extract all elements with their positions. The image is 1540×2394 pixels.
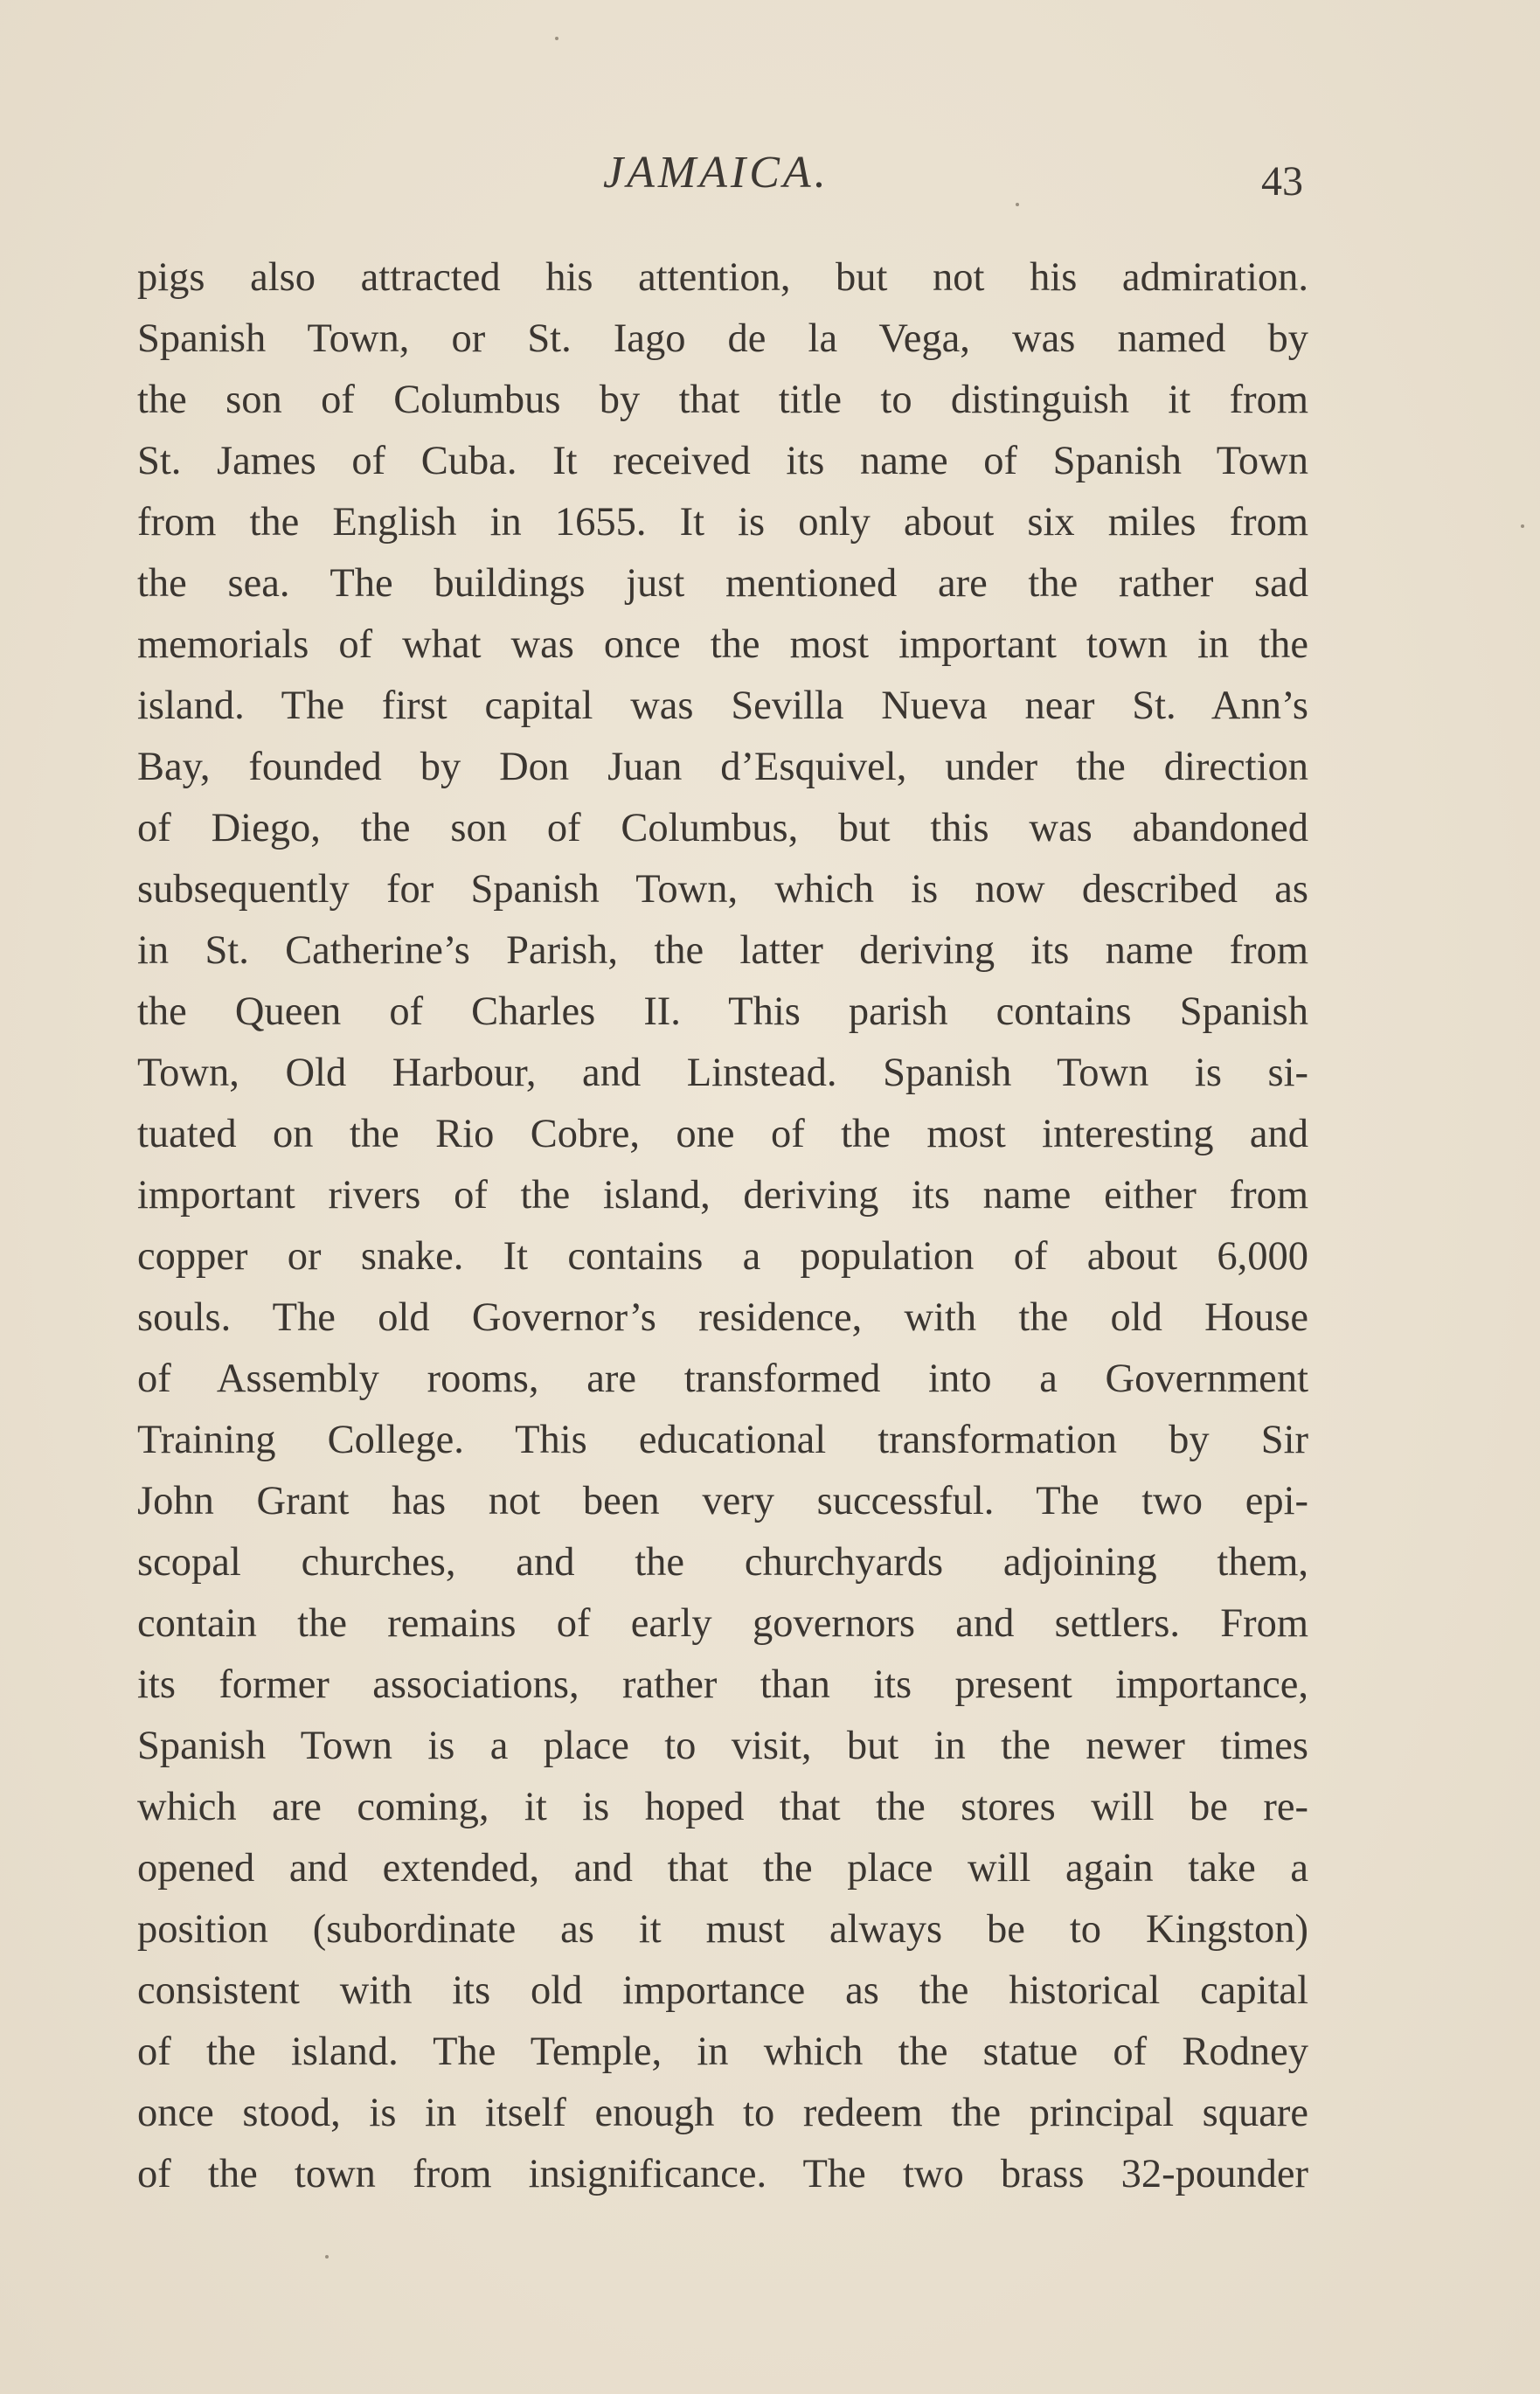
text-line: Training College. This educational transformation by Sir [137,1418,1308,1462]
text-line: St. James of Cuba. It received its name of Spanish Town [137,439,1308,483]
text-line: memorials of what was once the most important town in the [137,622,1308,667]
text-line: the son of Columbus by that title to distinguish it from [137,378,1308,422]
paper-speck [325,2255,329,2259]
text-line: John Grant has not been very successful. The two epi- [137,1479,1308,1523]
text-line: souls. The old Governor’s residence, with the old House [137,1295,1308,1340]
text-line: contain the remains of early governors and settlers. From [137,1601,1308,1646]
running-title: JAMAICA. [603,148,829,198]
text-line: position (subordinate as it must always be to Kingston) [137,1907,1308,1952]
text-line: from the English in 1655. It is only about six miles from [137,500,1308,545]
text-line: Spanish Town is a place to visit, but in the newer times [137,1724,1308,1768]
text-line: of Assembly rooms, are transformed into a Government [137,1357,1308,1401]
text-line: the Queen of Charles II. This parish contains Spanish [137,989,1308,1034]
text-line: Bay, founded by Don Juan d’Esquivel, under the direction [137,745,1308,789]
text-line: scopal churches, and the churchyards adjoining them, [137,1540,1308,1585]
text-line: its former associations, rather than its present importance, [137,1662,1308,1707]
text-line: opened and extended, and that the place will again take a [137,1846,1308,1891]
text-line: in St. Catherine’s Parish, the latter deriving its name from [137,928,1308,973]
running-head [0,147,1540,217]
body-text [137,247,1308,2205]
text-line: once stood, is in itself enough to redeem the principal square [137,2091,1308,2135]
text-line: consistent with its old importance as the historical capital [137,1968,1308,2013]
text-line: Spanish Town, or St. Iago de la Vega, was named by [137,316,1308,361]
text-line: tuated on the Rio Cobre, one of the most interesting and [137,1112,1308,1156]
text-line: of Diego, the son of Columbus, but this was abandoned [137,806,1308,850]
text-line: copper or snake. It contains a population of about 6,000 [137,1234,1308,1279]
text-line: island. The first capital was Sevilla Nueva near St. Ann’s [137,684,1308,728]
text-line: the sea. The buildings just mentioned are the rather sad [137,561,1308,606]
text-line: pigs also attracted his attention, but not his admiration. [137,255,1308,300]
text-line: which are coming, it is hoped that the stores will be re- [137,1785,1308,1829]
text-line: subsequently for Spanish Town, which is now described as [137,867,1308,912]
text-line: of the island. The Temple, in which the statue of Rodney [137,2030,1308,2074]
page-number: 43 [1261,158,1303,205]
paper-speck [1521,524,1524,528]
text-line: important rivers of the island, deriving its name either from [137,1173,1308,1218]
text-line: of the town from insignificance. The two brass 32-pounder [137,2152,1308,2196]
paper-speck [1016,203,1019,206]
paper-speck [555,37,558,40]
text-line: Town, Old Harbour, and Linstead. Spanish Town is si- [137,1051,1308,1095]
